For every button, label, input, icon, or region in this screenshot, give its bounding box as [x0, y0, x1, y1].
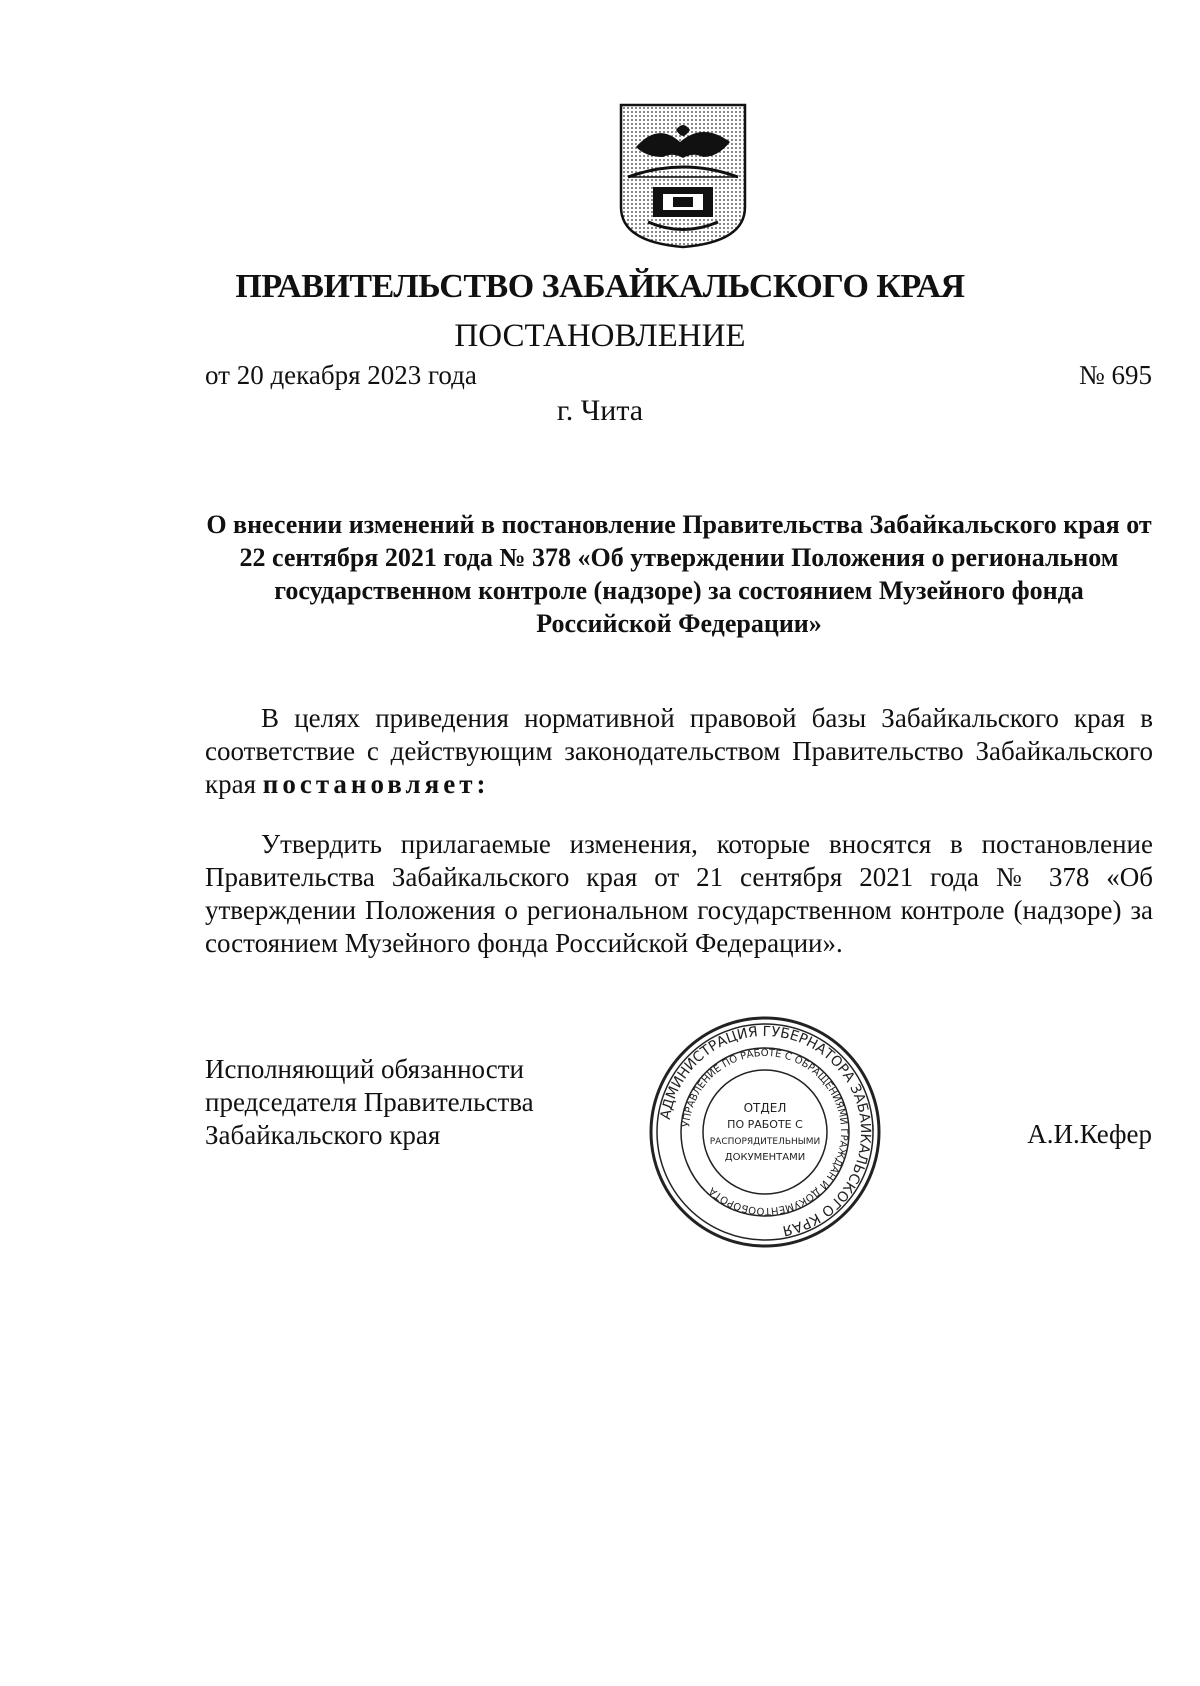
stamp-center-line: ДОКУМЕНТАМИ	[724, 1152, 806, 1163]
document-title: О внесении изменений в постановление Правительства Забайкальского края от 22 сентября 2021 года № 378 «Об утверждении Положения о региональном государственном контроле (надзоре) за состоянием Музейного фонда Российской Федерации»	[206, 510, 1152, 638]
stamp-center-line: ОТДЕЛ	[743, 1101, 787, 1115]
stamp-center-line: ПО РАБОТЕ С	[727, 1118, 803, 1131]
signer-position-line: председателя Правительства	[205, 1087, 534, 1117]
body-paragraph-1	[205, 702, 1153, 801]
stamp-outer-text: АДМИНИСТРАЦИЯ ГУБЕРНАТОРА ЗАБАЙКАЛЬСКОГО КРАЯ	[657, 1023, 874, 1239]
organization-name: ПРАВИТЕЛЬСТВО ЗАБАЙКАЛЬСКОГО КРАЯ	[235, 268, 965, 305]
document-type: ПОСТАНОВЛЕНИЕ	[454, 318, 746, 354]
signer-position	[205, 1053, 534, 1152]
decree-keyword: постановляет:	[262, 769, 490, 799]
document-city: г. Чита	[556, 394, 644, 427]
signer-position-line: Исполняющий обязанности	[205, 1054, 524, 1084]
stamp-center-line: РАСПОРЯДИТЕЛЬНЫМИ	[709, 1137, 821, 1147]
document-date: от 20 декабря 2023 года	[205, 360, 477, 390]
coat-of-arms-emblem	[618, 102, 748, 250]
paragraph-1-text: В целях приведения нормативной правовой базы Забайкальского края в соответствие с действующим законодательством Правительство Забайкальского края	[205, 703, 1153, 799]
document-number: № 695	[1078, 360, 1152, 390]
signer-name: А.И.Кефер	[1027, 1119, 1152, 1149]
stamp-inner-ring-text: УПРАВЛЕНИЕ ПО РАБОТЕ С ОБРАЩЕНИЯМИ ГРАЖДАН И ДОКУМЕНТООБОРОТА	[681, 1047, 850, 1217]
official-stamp	[645, 1012, 885, 1252]
signer-position-line: Забайкальского края	[205, 1120, 441, 1150]
body-paragraph-2: Утвердить прилагаемые изменения, которые вносятся в постановление Правительства Забайкальского края от 21 сентября 2021 года № 378 «Об утверждении Положения о региональном государственном контроле (надзоре) за состоянием Музейного фонда Российской Федерации».	[205, 829, 1153, 958]
